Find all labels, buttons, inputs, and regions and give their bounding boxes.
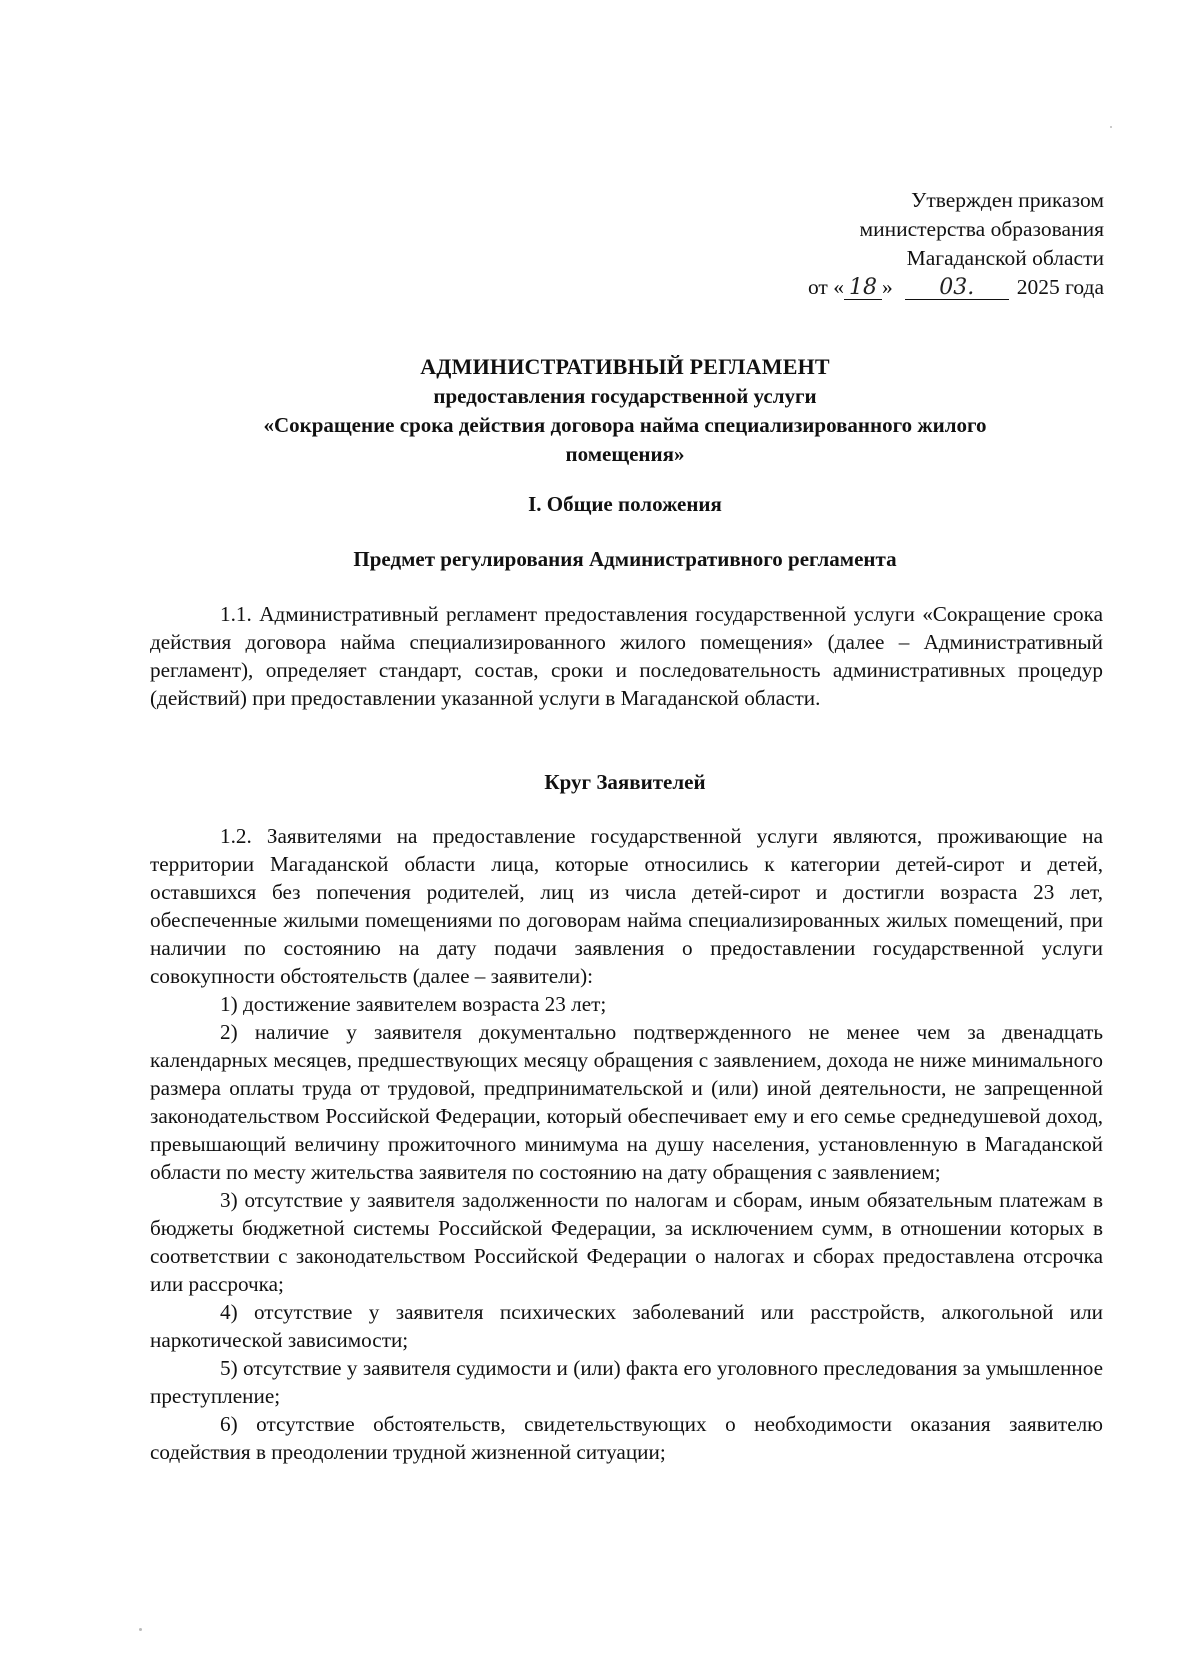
scan-speck [1110, 126, 1112, 128]
date-mid: » [881, 275, 893, 299]
approval-line-2: министерства образования [859, 217, 1104, 241]
approval-line-3: Магаданской области [906, 246, 1104, 270]
section-heading-general: I. Общие положения [528, 492, 722, 516]
list-item-3: 3) отсутствие у заявителя задолженности по налогам и сборам, иным обязательным платежам в бюджеты бюджетной системы Российской Федерации, за исключением сумм, в отношении которых в соответствии с законодательством Российской Федерации о налогах и сборах предоставлена отсрочка или рассрочка; [150, 1188, 1103, 1296]
handwritten-month: 03. [905, 277, 1009, 300]
date-year: 2025 года [1016, 275, 1104, 299]
title-subtitle-2: «Сокращение срока действия договора найма специализированного жилого [263, 413, 987, 437]
paragraph-1-1 [150, 600, 1103, 712]
list-item-6: 6) отсутствие обстоятельств, свидетельствующих о необходимости оказания заявителю содействия в преодолении трудной жизненной ситуации; [150, 1412, 1103, 1464]
list-item-1: 1) достижение заявителем возраста 23 лет; [220, 992, 607, 1016]
approval-line-1: Утвержден приказом [911, 188, 1104, 212]
section-heading-applicants: Круг Заявителей [544, 770, 706, 794]
title-subtitle-1: предоставления государственной услуги [433, 384, 817, 408]
list-item-5: 5) отсутствие у заявителя судимости и (или) факта его уголовного преследования за умышленное преступление; [150, 1356, 1103, 1408]
paragraph-1-2: 1.2. Заявителями на предоставление государственной услуги являются, проживающие на территории Магаданской области лица, которые относились к категории детей-сирот и детей, оставшихся без попечения родителей, лиц из числа детей-сирот и достигли возраста 23 лет, обеспеченные жилыми помещениями по договорам найма специализированных жилых помещений, при наличии по состоянию на дату подачи заявления о предоставлении государственной услуги совокупности обстоятельств (далее – заявители): [150, 824, 1103, 988]
list-item-4: 4) отсутствие у заявителя психических заболеваний или расстройств, алкогольной или наркотической зависимости; [150, 1300, 1103, 1352]
list-item-2: 2) наличие у заявителя документально подтвержденного не менее чем за двенадцать календарных месяцев, предшествующих месяцу обращения с заявлением, дохода не ниже минимального размера оплаты труда от трудовой, предпринимательской и (или) иной деятельности, не запрещенной законодательством Российской Федерации, который обеспечивает ему и его семье среднедушевой доход, превышающий величину прожиточного минимума на душу населения, установленную в Магаданской области по месту жительства заявителя по состоянию на дату обращения с заявлением; [150, 1020, 1103, 1184]
scan-speck [139, 1628, 142, 1631]
document-title [150, 352, 1100, 469]
approval-date-line [808, 273, 1104, 302]
handwritten-day: 18 [844, 277, 882, 300]
paragraph-text: 1.1. Административный регламент предоставления государственной услуги «Сокращение срока действия договора найма специализированного жилого помещения» (далее – Административный регламент), определяет стандарт, состав, сроки и последовательность административных процедур (действий) при предоставлении указанной услуги в Магаданской области. [150, 602, 1103, 710]
date-prefix: от « [807, 275, 844, 299]
title-subtitle-3: помещения» [565, 442, 685, 466]
title-main: АДМИНИСТРАТИВНЫЙ РЕГЛАМЕНТ [420, 354, 830, 379]
approval-stamp-block [808, 186, 1104, 302]
paragraph-1-2-block [150, 822, 1103, 1466]
section-heading-subject: Предмет регулирования Административного регламента [353, 547, 897, 571]
